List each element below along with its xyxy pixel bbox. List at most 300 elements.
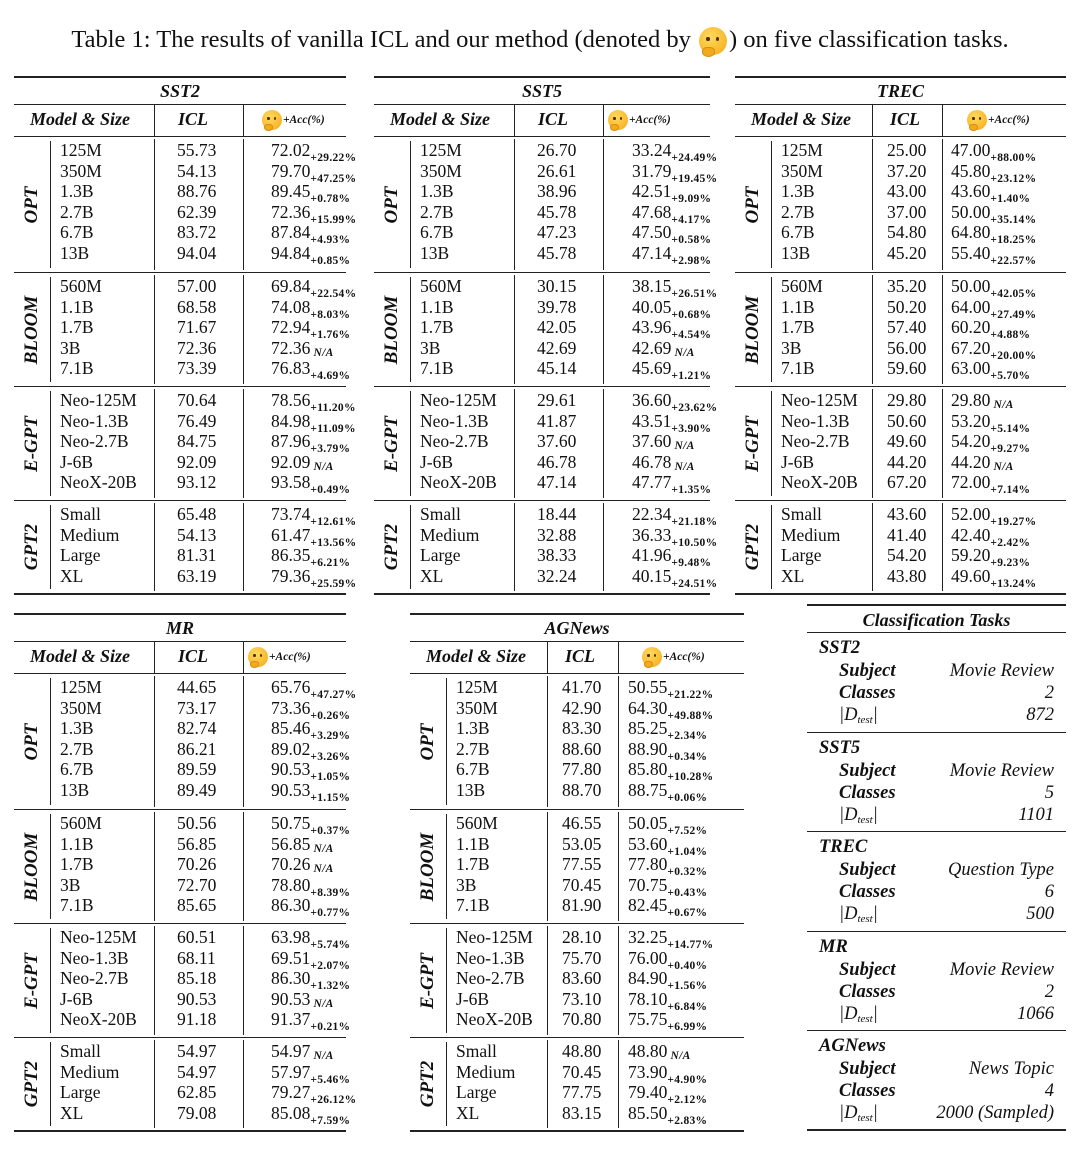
table-row	[14, 759, 351, 783]
method-acc: 44.20	[951, 451, 991, 472]
model-size: 1.7B	[60, 317, 94, 337]
table-row	[410, 1009, 744, 1033]
task-classes-value: 6	[1044, 882, 1054, 902]
acc-delta: N/A	[310, 842, 334, 855]
acc-delta: +88.00%	[990, 152, 1037, 164]
group-label: GPT2	[21, 523, 42, 571]
model-size: 7.1B	[781, 358, 815, 378]
method-acc: 38.15	[632, 276, 672, 296]
method-acc: 75.75	[628, 1009, 668, 1029]
acc-delta: +2.12%	[667, 1094, 708, 1106]
model-group-gpt2	[14, 501, 357, 595]
model-size: 1.3B	[60, 181, 94, 201]
method-acc: 72.36	[271, 337, 311, 358]
classification-tasks-body	[807, 633, 1066, 1131]
acc-delta: +5.46%	[310, 1073, 351, 1086]
acc-delta: +20.00%	[990, 349, 1037, 362]
model-group-gpt2	[735, 501, 1066, 595]
model-group-opt	[735, 137, 1066, 273]
method-acc: 65.76	[271, 677, 311, 697]
table-row	[14, 201, 357, 226]
acc-delta: +1.04%	[667, 845, 708, 858]
table-row	[14, 242, 351, 267]
task-subject-label: Subject	[839, 760, 896, 781]
caption-text-after: ) on five classification tasks.	[728, 26, 1009, 53]
method-acc: 40.15	[632, 565, 672, 586]
icl-value: 50.60	[887, 410, 927, 431]
model-size: XL	[420, 565, 444, 586]
table-title: MR	[14, 613, 346, 642]
header-acc-label: +Acc(%)	[269, 651, 311, 663]
method-acc: 91.37	[271, 1009, 311, 1029]
model-group-bloom	[14, 273, 357, 387]
table-row	[14, 504, 357, 528]
header-method-acc	[642, 647, 705, 667]
model-size: Small	[420, 504, 461, 524]
acc-delta: +23.62%	[671, 402, 718, 414]
acc-delta: +49.88%	[667, 709, 714, 722]
method-acc: 90.53	[271, 779, 311, 800]
acc-delta: +2.83%	[667, 1114, 708, 1127]
table-row	[735, 296, 1066, 321]
table-row	[14, 296, 351, 321]
icl-value: 38.33	[537, 545, 577, 565]
header-model-size: Model & Size	[30, 109, 131, 129]
method-acc: 64.00	[951, 296, 991, 317]
acc-delta: +1.76%	[310, 329, 351, 341]
icl-value: 73.17	[177, 697, 217, 718]
acc-delta: N/A	[671, 346, 695, 359]
icl-value: 75.70	[562, 947, 602, 968]
icl-value: 89.59	[177, 759, 217, 779]
group-label: GPT2	[742, 523, 763, 571]
icl-value: 43.80	[887, 565, 927, 586]
model-size: XL	[60, 565, 84, 586]
table-header-row	[14, 642, 346, 674]
acc-delta: N/A	[990, 399, 1014, 411]
acc-delta: +0.85%	[310, 254, 351, 267]
method-acc: 77.80	[628, 854, 668, 874]
acc-delta: +0.37%	[310, 825, 351, 837]
model-size: 3B	[60, 337, 81, 358]
icl-value: 62.85	[177, 1082, 217, 1102]
table-row	[14, 874, 351, 899]
table-row	[14, 989, 346, 1010]
model-size: 350M	[781, 160, 823, 181]
task-agnews	[807, 1031, 1066, 1131]
acc-delta: +5.74%	[310, 939, 351, 951]
icl-value: 60.51	[177, 927, 217, 947]
method-value	[632, 472, 711, 496]
icl-value: 93.12	[177, 472, 217, 492]
icl-value: 85.65	[177, 895, 217, 915]
table-row	[735, 358, 1066, 382]
task-classes-value: 2	[1044, 981, 1054, 1002]
model-size: NeoX-20B	[60, 472, 137, 492]
model-size: 13B	[60, 779, 90, 800]
method-acc: 73.90	[628, 1061, 668, 1082]
icl-value: 88.76	[177, 181, 217, 201]
method-value	[628, 1103, 707, 1127]
icl-value: 65.48	[177, 504, 217, 524]
table-row	[374, 565, 718, 590]
classification-tasks-title: Classification Tasks	[807, 604, 1066, 633]
acc-delta: +1.21%	[671, 370, 712, 382]
icl-value: 50.56	[177, 813, 217, 833]
header-method-acc	[967, 110, 1030, 130]
method-acc: 50.00	[951, 201, 991, 222]
acc-delta: +18.25%	[990, 234, 1037, 246]
model-size: Neo-125M	[60, 390, 137, 410]
table-row	[735, 201, 1066, 226]
acc-delta: N/A	[671, 460, 695, 473]
table-row	[735, 452, 1066, 473]
table-header-row	[735, 105, 1066, 137]
task-sst5	[807, 733, 1066, 833]
method-acc: 42.69	[632, 337, 672, 358]
acc-delta: N/A	[310, 346, 334, 359]
method-value	[271, 472, 350, 496]
method-value	[632, 566, 717, 590]
icl-value: 44.20	[887, 451, 927, 472]
table-row	[410, 813, 744, 837]
model-size: 1.7B	[420, 317, 454, 337]
header-icl: ICL	[178, 109, 209, 129]
method-value	[271, 1103, 350, 1127]
task-test-size	[839, 1004, 1054, 1026]
method-acc: 45.69	[632, 358, 672, 378]
table-row	[410, 779, 744, 804]
method-acc: 82.45	[628, 895, 668, 915]
acc-delta: +26.51%	[671, 288, 718, 300]
icl-value: 41.87	[537, 410, 577, 431]
icl-value: 77.80	[562, 759, 602, 779]
method-acc: 36.60	[632, 390, 672, 410]
acc-delta: +0.34%	[667, 750, 708, 763]
model-group-e-gpt	[14, 924, 351, 1038]
model-size: 6.7B	[456, 759, 490, 779]
icl-value: 49.60	[887, 431, 927, 451]
icl-value: 41.70	[562, 677, 602, 697]
model-size: Neo-1.3B	[456, 947, 525, 968]
method-acc: 59.20	[951, 545, 991, 565]
task-test-size-value: 2000 (Sampled)	[936, 1103, 1054, 1123]
table-row	[410, 1102, 744, 1127]
method-acc: 47.77	[632, 472, 672, 492]
acc-delta: N/A	[310, 997, 334, 1010]
acc-delta: +13.24%	[990, 577, 1037, 590]
method-value	[951, 566, 1036, 590]
model-size: Large	[60, 1082, 101, 1102]
method-acc: 70.75	[628, 874, 668, 895]
table-row	[410, 927, 744, 951]
task-classes	[839, 882, 1054, 904]
method-acc: 61.47	[271, 524, 311, 545]
acc-delta: +0.32%	[667, 866, 708, 878]
acc-delta: +35.14%	[990, 213, 1037, 226]
acc-delta: +13.56%	[310, 536, 357, 549]
acc-delta: +0.67%	[667, 907, 708, 919]
task-subject-value: Movie Review	[949, 959, 1054, 980]
icl-value: 26.70	[537, 140, 577, 160]
model-size: J-6B	[456, 988, 490, 1009]
group-label: E-GPT	[21, 952, 42, 1009]
table-row	[14, 431, 351, 455]
icl-value: 29.80	[887, 390, 927, 410]
icl-value: 70.26	[177, 854, 217, 874]
model-size: 1.3B	[420, 181, 454, 201]
table-header-row	[14, 105, 346, 137]
group-label: BLOOM	[742, 295, 763, 364]
acc-delta: +4.54%	[671, 329, 712, 341]
model-group-e-gpt	[374, 387, 718, 501]
table-row	[735, 140, 1066, 164]
method-value	[271, 358, 350, 382]
method-acc: 33.24	[632, 140, 672, 160]
icl-value: 71.67	[177, 317, 217, 337]
model-size: 125M	[781, 140, 823, 160]
table-row	[735, 337, 1066, 362]
method-acc: 87.84	[271, 222, 311, 242]
method-acc: 76.83	[271, 358, 311, 378]
table-row	[410, 738, 744, 763]
task-subject-label: Subject	[839, 959, 896, 980]
table-row	[14, 1102, 351, 1127]
acc-delta: +22.57%	[990, 254, 1037, 267]
model-size: Large	[781, 545, 822, 565]
acc-delta: +0.40%	[667, 959, 708, 972]
method-acc: 63.98	[271, 927, 311, 947]
acc-delta: +4.17%	[671, 213, 712, 226]
icl-value: 37.00	[887, 201, 927, 222]
model-size: Medium	[420, 524, 480, 545]
icl-value: 88.60	[562, 738, 602, 759]
header-icl: ICL	[178, 646, 209, 666]
thinking-face-icon	[967, 110, 987, 130]
acc-delta: N/A	[310, 1050, 334, 1062]
table-row	[410, 854, 744, 878]
acc-delta: +26.12%	[310, 1094, 357, 1106]
model-group-gpt2	[14, 1038, 357, 1132]
method-acc: 50.55	[628, 677, 668, 697]
method-acc: 93.58	[271, 472, 311, 492]
acc-delta: +9.27%	[990, 443, 1031, 455]
icl-value: 84.75	[177, 431, 217, 451]
icl-value: 62.39	[177, 201, 217, 222]
method-acc: 36.33	[632, 524, 672, 545]
acc-delta: N/A	[671, 440, 695, 452]
model-size: 2.7B	[420, 201, 454, 222]
model-size: 3B	[420, 337, 441, 358]
icl-value: 91.18	[177, 1009, 217, 1029]
model-size: 6.7B	[781, 222, 815, 242]
model-size: 6.7B	[60, 759, 94, 779]
results-table-mr	[14, 613, 357, 1132]
method-acc: 69.51	[271, 947, 311, 968]
acc-delta: +24.49%	[671, 152, 718, 164]
method-acc: 74.08	[271, 296, 311, 317]
classification-tasks-table	[807, 604, 1066, 1133]
table-row	[14, 779, 351, 804]
model-size: Small	[781, 504, 822, 524]
table-row	[14, 276, 357, 300]
method-value	[951, 358, 1030, 382]
method-acc: 47.68	[632, 201, 672, 222]
model-size: Neo-125M	[456, 927, 533, 947]
table-row	[735, 431, 1066, 455]
acc-delta: +21.22%	[667, 689, 714, 701]
model-size: Neo-2.7B	[456, 968, 525, 988]
table-row	[14, 358, 351, 382]
acc-delta: +4.90%	[667, 1073, 708, 1086]
acc-delta: +8.39%	[310, 886, 351, 899]
acc-delta: N/A	[310, 460, 334, 473]
model-size: Small	[60, 504, 101, 524]
icl-value: 50.20	[887, 296, 927, 317]
table-row	[735, 504, 1066, 528]
model-size: 560M	[60, 276, 102, 296]
acc-delta: +4.69%	[310, 370, 351, 382]
acc-delta: +3.90%	[671, 422, 712, 435]
thinking-face-icon	[608, 110, 628, 130]
icl-value: 86.21	[177, 738, 217, 759]
task-subject-label: Subject	[839, 860, 896, 880]
model-group-gpt2	[410, 1038, 744, 1132]
acc-delta: +1.35%	[671, 484, 712, 496]
method-acc: 69.84	[271, 276, 311, 296]
model-size: 2.7B	[60, 201, 94, 222]
table-row	[735, 565, 1066, 590]
method-acc: 79.27	[271, 1082, 311, 1102]
table-title: TREC	[735, 76, 1066, 105]
model-size: J-6B	[420, 451, 454, 472]
method-acc: 90.53	[271, 759, 311, 779]
method-acc: 78.80	[271, 874, 311, 895]
model-group-bloom	[14, 810, 351, 924]
method-acc: 42.51	[632, 181, 672, 201]
model-group-opt	[14, 674, 357, 810]
method-acc: 40.05	[632, 296, 672, 317]
group-label: E-GPT	[742, 415, 763, 472]
table-row	[14, 854, 346, 875]
table-row	[374, 317, 712, 341]
model-size: 350M	[60, 697, 102, 718]
method-value	[271, 243, 350, 267]
method-acc: 43.96	[632, 317, 672, 337]
task-subject	[839, 1059, 1054, 1081]
method-acc: 47.14	[632, 242, 672, 263]
table-row	[410, 988, 744, 1013]
acc-delta: +42.05%	[990, 288, 1037, 300]
model-size: 3B	[781, 337, 802, 358]
method-acc: 72.36	[271, 201, 311, 222]
model-size: XL	[60, 1102, 84, 1123]
table-row	[14, 677, 357, 701]
task-classes-value: 2	[1044, 683, 1054, 703]
table-row	[374, 222, 712, 246]
model-size: Neo-2.7B	[60, 968, 129, 988]
icl-value: 42.90	[562, 697, 602, 718]
table-row	[374, 472, 712, 496]
table-row	[374, 410, 712, 435]
acc-delta: +8.03%	[310, 308, 351, 321]
icl-value: 81.90	[562, 895, 602, 915]
method-acc: 60.20	[951, 317, 991, 337]
table-row	[374, 390, 718, 414]
method-acc: 94.84	[271, 242, 311, 263]
group-label: BLOOM	[21, 832, 42, 901]
icl-value: 73.39	[177, 358, 217, 378]
task-classes-value: 4	[1044, 1081, 1054, 1101]
acc-delta: +6.99%	[667, 1021, 708, 1033]
method-acc: 76.00	[628, 947, 668, 968]
icl-value: 70.64	[177, 390, 217, 410]
icl-value: 43.60	[887, 504, 927, 524]
results-table-agnews	[410, 613, 744, 1132]
task-test-size	[839, 904, 1054, 926]
task-classes	[839, 982, 1054, 1004]
task-sst2	[807, 633, 1066, 733]
method-acc: 72.00	[951, 472, 991, 492]
model-size: 13B	[420, 242, 450, 263]
method-value	[951, 472, 1030, 496]
icl-value: 38.96	[537, 181, 577, 201]
header-acc-label: +Acc(%)	[629, 114, 671, 126]
icl-value: 94.04	[177, 242, 217, 263]
icl-value: 56.85	[177, 833, 217, 854]
group-label: E-GPT	[417, 952, 438, 1009]
model-size: Large	[420, 545, 461, 565]
method-acc: 22.34	[632, 504, 672, 524]
method-acc: 67.20	[951, 337, 991, 358]
model-size: 3B	[60, 874, 81, 895]
model-size: 7.1B	[60, 358, 94, 378]
model-size: 350M	[60, 160, 102, 181]
group-label: OPT	[21, 186, 42, 223]
model-size: Neo-125M	[420, 390, 497, 410]
table-row	[14, 813, 351, 837]
task-mr	[807, 932, 1066, 1032]
acc-delta: +11.20%	[310, 402, 356, 414]
model-size: Neo-125M	[781, 390, 858, 410]
model-size: XL	[781, 565, 805, 586]
table-row	[735, 472, 1066, 496]
model-group-e-gpt	[735, 387, 1066, 501]
model-size: 560M	[60, 813, 102, 833]
results-table-sst2	[14, 76, 357, 595]
task-classes-label: Classes	[839, 981, 896, 1002]
model-size: Medium	[781, 524, 841, 545]
acc-delta: +19.27%	[990, 516, 1037, 528]
table-row	[410, 677, 744, 701]
icl-value: 30.15	[537, 276, 577, 296]
model-group-opt	[14, 137, 357, 273]
model-size: 3B	[456, 874, 477, 895]
table-row	[14, 140, 357, 164]
model-size: NeoX-20B	[420, 472, 497, 492]
acc-delta: +12.61%	[310, 516, 357, 528]
icl-value: 54.20	[887, 545, 927, 565]
table-header-row	[410, 642, 744, 674]
table-row	[14, 452, 346, 473]
method-acc: 84.98	[271, 410, 311, 431]
method-acc: 78.10	[628, 988, 668, 1009]
table-row	[374, 160, 718, 185]
table-row	[14, 1009, 351, 1033]
icl-value: 32.88	[537, 524, 577, 545]
model-size: 560M	[420, 276, 462, 296]
model-size: 350M	[456, 697, 498, 718]
